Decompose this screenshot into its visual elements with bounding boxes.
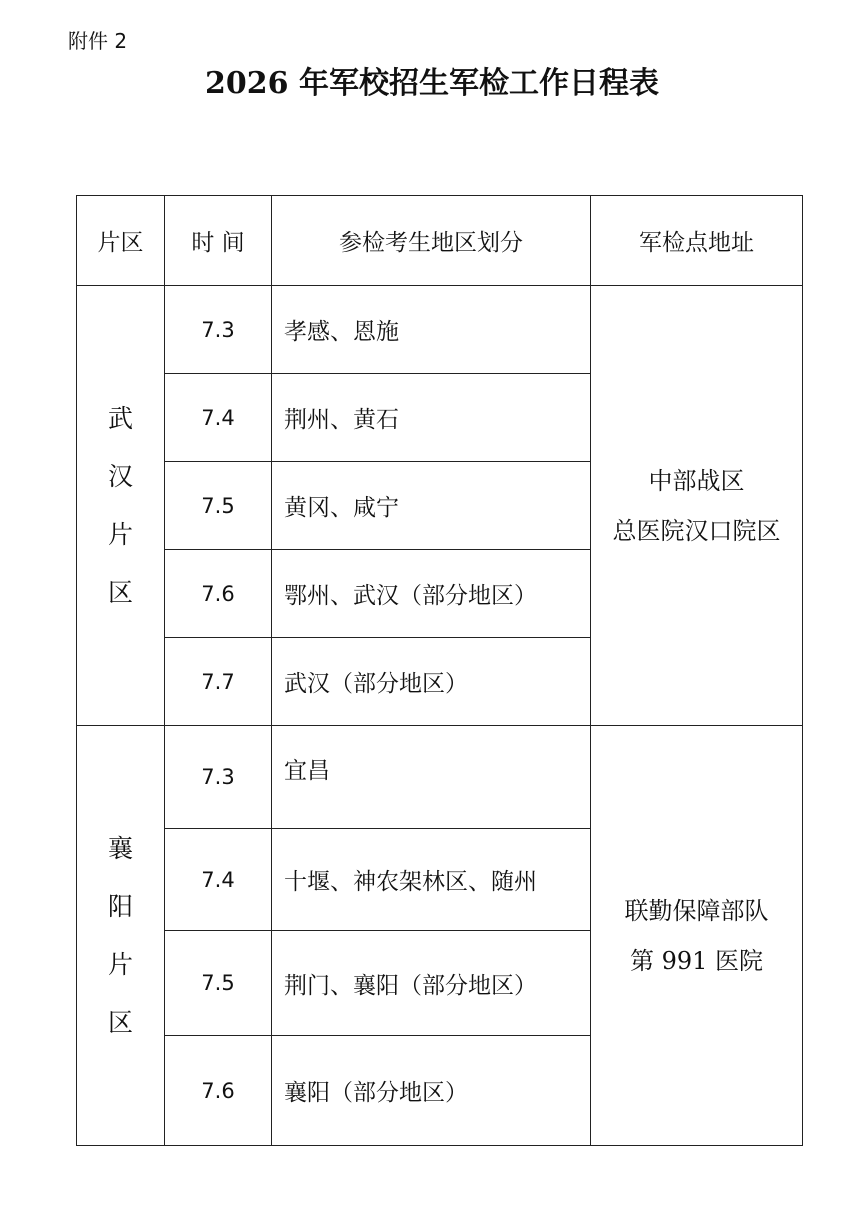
areas-cell: 黄冈、咸宁 [272, 462, 591, 550]
zone-label: 武汉片区 [107, 403, 133, 607]
areas-cell: 孝感、恩施 [272, 286, 591, 374]
table-row [77, 726, 803, 829]
zone-wuhan [77, 286, 165, 726]
date-cell: 7.3 [165, 726, 272, 829]
areas-cell: 武汉（部分地区） [272, 638, 591, 726]
table-header-row [77, 196, 803, 286]
address-line: 总医院汉口院区 [612, 516, 781, 545]
areas-cell: 荆州、黄石 [272, 374, 591, 462]
header-zone: 片区 [77, 196, 165, 286]
zone-xiangyang [77, 726, 165, 1146]
areas-cell: 十堰、神农架林区、随州 [272, 829, 591, 931]
header-areas: 参检考生地区划分 [272, 196, 591, 286]
date-cell: 7.4 [165, 374, 272, 462]
schedule-table [76, 195, 803, 1146]
areas-cell: 鄂州、武汉（部分地区） [272, 550, 591, 638]
address-line: 第 991 医院 [629, 946, 764, 975]
date-cell: 7.3 [165, 286, 272, 374]
address-line: 联勤保障部队 [624, 896, 769, 925]
document-title: 2026 年军校招生军检工作日程表 [205, 66, 659, 101]
zone-label: 襄阳片区 [107, 833, 133, 1037]
areas-cell: 荆门、襄阳（部分地区） [272, 931, 591, 1036]
attachment-label: 附件 2 [68, 29, 128, 53]
header-address: 军检点地址 [591, 196, 803, 286]
date-cell: 7.5 [165, 462, 272, 550]
address-xiangyang [591, 726, 803, 1146]
date-cell: 7.7 [165, 638, 272, 726]
table-row [77, 286, 803, 374]
date-cell: 7.6 [165, 1036, 272, 1146]
address-wuhan [591, 286, 803, 726]
areas-cell: 襄阳（部分地区） [272, 1036, 591, 1146]
date-cell: 7.5 [165, 931, 272, 1036]
date-cell: 7.4 [165, 829, 272, 931]
areas-cell: 宜昌 [272, 726, 591, 829]
address-line: 中部战区 [648, 466, 745, 495]
header-time: 时 间 [165, 196, 272, 286]
date-cell: 7.6 [165, 550, 272, 638]
